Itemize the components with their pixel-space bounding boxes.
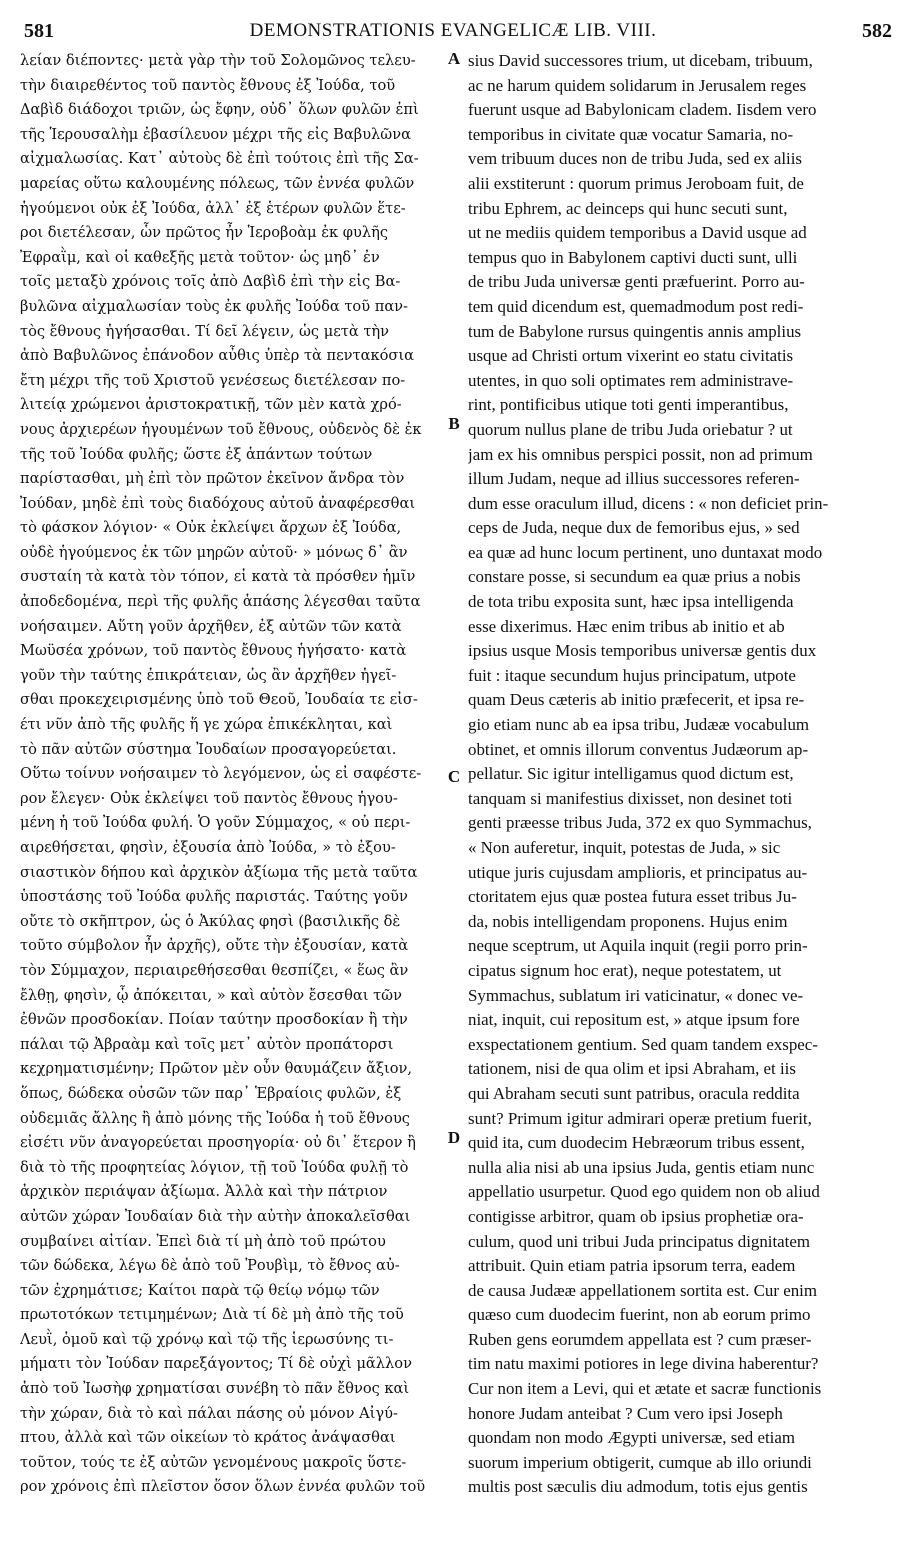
latin-text-line: tationem, nisi de qua olim et ipsi Abraham, et iis xyxy=(468,1059,796,1079)
page-number-right: 582 xyxy=(862,20,892,42)
latin-text-line: Symmachus, sublatum iri vaticinatur, « donec ve- xyxy=(468,985,804,1005)
greek-text-line: τῆς τοῦ Ἰούδα φυλῆς; ὥστε ἐξ ἁπάντων τούτων xyxy=(20,445,373,463)
latin-text-line: pellatur. Sic igitur intelligamus quod dictum est, xyxy=(468,764,794,784)
greek-text-line: Ἰούδαν, μηδὲ ἐπὶ τοὺς διαδόχους αὐτοῦ ἀναφέρεσθαι xyxy=(20,494,416,512)
latin-text-line: constare posse, si secundum ea quæ prius a nobis xyxy=(468,567,801,587)
latin-text-line: tribu Ephrem, ac deinceps qui hunc secuti sunt, xyxy=(468,198,788,218)
greek-text-column xyxy=(20,49,442,1500)
greek-text-line: αἰχμαλωσίας. Κατ᾽ αὐτοὺς δὲ ἐπὶ τούτοις ἐπὶ τῆς Σα- xyxy=(20,150,419,168)
latin-text-line: multis post sæculis diu admodum, totis ejus gentis xyxy=(468,1477,808,1497)
greek-text-line: οὔτε τὸ σκῆπτρον, ὡς ὁ Ἀκύλας φησὶ (βασιλικῆς δὲ xyxy=(20,912,401,930)
latin-text-line: attribuit. Quin etiam patria ipsorum terra, eadem xyxy=(468,1256,796,1276)
greek-text-line: τὴν διαιρεθέντος τοῦ παντὸς ἔθνους ἐξ Ἰούδα, τοῦ xyxy=(20,76,396,94)
latin-text-line: de tota tribu exposita sunt, hæc ipsa intelligenda xyxy=(468,592,794,612)
greek-text-line: τὸ φάσκον λόγιον· « Οὐκ ἐκλείψει ἄρχων ἐξ Ἰούδα, xyxy=(20,519,402,537)
greek-text-line: ὅπως, δώδεκα οὐσῶν τῶν παρ᾽ Ἑβραίοις φυλῶν, ἐξ xyxy=(20,1084,402,1102)
greek-text-line: τῶν δώδεκα, λέγω δὲ ἀπὸ τοῦ Ῥουβὶμ, τὸ ἔθνος αὐ- xyxy=(20,1257,400,1275)
latin-text-line: ac ne harum quidem solidarum in Jerusalem reges xyxy=(468,75,807,95)
latin-text-line: gio etiam nunc ab ea ipsa tribu, Judææ vocabulum xyxy=(468,715,810,735)
greek-text-line: βυλῶνα αἰχμαλωσίαν τοὺς ἐκ φυλῆς Ἰούδα τοῦ παν- xyxy=(20,297,408,315)
greek-text-line: ἔλθῃ, φησὶν, ᾧ ἀπόκειται, » καὶ αὐτὸν ἔσεσθαι τῶν xyxy=(20,986,402,1004)
latin-text-line: ipsius usque Mosis temporibus universæ gentis dux xyxy=(468,641,817,661)
latin-text-line: genti præesse tribus Juda, 372 ex quo Symmachus, xyxy=(468,813,812,833)
margin-marker-d: D xyxy=(447,1128,461,1147)
greek-text-line: τοῦτο σύμβολον ἦν ἀρχῆς), οὔτε τὴν ἐξουσίαν, κατὰ xyxy=(20,937,409,955)
greek-text-line: λείαν διέποντες· μετὰ γὰρ τὴν τοῦ Σολομῶνος τελευ- xyxy=(20,52,416,69)
latin-text-line: qui Abraham secuti sunt patribus, oracula reddita xyxy=(468,1083,800,1103)
greek-text-line: Δαβὶδ διάδοχοι τριῶν, ὡς ἔφην, οὐδ᾽ ὅλων φυλῶν ἐπὶ xyxy=(20,101,419,119)
greek-text-line: κεχρηματισμένην; Πρῶτον μὲν οὖν θαυμάζειν ἄξιον, xyxy=(20,1060,413,1078)
greek-text-line: πρωτοτόκων τετιμημένων; Διὰ τί δὲ μὴ ἀπὸ τῆς τοῦ xyxy=(20,1306,404,1324)
latin-text-line: quondam non modo Ægypti universæ, sed etiam xyxy=(468,1428,795,1448)
latin-text-line: fuit : itaque secundum hujus principatum, utpote xyxy=(468,665,796,685)
greek-text-line: εἰσέτι νῦν ἀναγορεύεται προσηγορία· οὐ δι᾽ ἕτερον ἢ xyxy=(20,1134,416,1152)
margin-marker-b: B xyxy=(448,414,460,433)
greek-text-line: τὸς ἔθνους ἡγήσασθαι. Τί δεῖ λέγειν, ὡς μετὰ τὴν xyxy=(20,322,390,340)
latin-text-line: tanquam si manifestius dixisset, non desinet toti xyxy=(468,788,793,808)
margin-marker-c: C xyxy=(447,767,461,786)
greek-text-line: ἡγούμενοι οὐκ ἐξ Ἰούδα, ἀλλ᾽ ἐξ ἑτέρων φυλῶν ἕτε- xyxy=(20,199,406,217)
latin-text-line: suorum imperium obtigerit, cumque ab illo oriundi xyxy=(468,1452,812,1472)
latin-text-line: tem quid dicendum est, quemadmodum post redi- xyxy=(468,296,804,316)
greek-text-line: οὐδεμιᾶς ἄλλης ἢ ἀπὸ μόνης τῆς Ἰούδα ἡ τοῦ ἔθνους xyxy=(20,1109,410,1127)
greek-text-line: νους ἀρχιερέων ἡγουμένων τοῦ ἔθνους, οὐδενὸς δὲ ἐκ xyxy=(20,420,422,438)
latin-text-line: utentes, in quo soli optimates rem administrave- xyxy=(468,370,794,390)
latin-text-line: quæso cum duodecim fuerint, non ab eorum primo xyxy=(468,1305,811,1325)
running-title: DEMONSTRATIONIS EVANGELICÆ LIB. VIII. xyxy=(249,20,657,41)
latin-text-line: vem tribuum duces non de tribu Juda, sed ex aliis xyxy=(468,149,802,169)
latin-text-line: esse dixerimus. Hæc enim tribus ab initio et ab xyxy=(468,616,785,636)
greek-text-line: ἀποδεδομένα, περὶ τῆς φυλῆς ἁπάσης λέγεσθαι ταῦτα xyxy=(20,593,421,611)
latin-text-line: appellatio usurpetur. Quod ego quidem non ob aliud xyxy=(468,1182,820,1202)
greek-text-line: ρον ἔλεγεν· Οὐκ ἐκλείψει τοῦ παντὸς ἔθνους ἡγου- xyxy=(20,789,398,807)
latin-text-line: culum, quod uni tribui Juda principatus dignitatem xyxy=(468,1231,810,1251)
latin-text-line: tempus quo in Babylonem captivi ducti sunt, ulli xyxy=(468,247,798,267)
greek-text-line: Λευῒ, ὁμοῦ καὶ τῷ χρόνῳ καὶ τῷ τῆς ἱερωσύνης τι- xyxy=(20,1330,394,1348)
greek-text-line: έτι νῦν ἀπὸ τῆς φυλῆς ἥ γε χώρα ἐπικέκληται, καὶ xyxy=(20,716,393,734)
greek-text-line: πάλαι τῷ Ἀβραὰμ καὶ τοῖς μετ᾽ αὐτὸν προπάτορσι xyxy=(20,1035,394,1053)
page-header xyxy=(0,0,906,46)
latin-text-line: utique juris cujusdam amplioris, et principatus au- xyxy=(468,862,808,882)
latin-text-line: de tribu Juda universæ genti præfuerint. Porro au- xyxy=(468,272,805,292)
greek-text-line: τὸν Σύμμαχον, περιαιρεθήσεσθαι θεσπίζει, « ἕως ἂν xyxy=(20,961,409,979)
latin-text-line: usque ad Christi ortum vixerint eo statu civitatis xyxy=(468,346,794,366)
greek-text-line: διὰ τὸ τῆς προφητείας λόγιον, τῇ τοῦ Ἰούδα φυλῇ τὸ xyxy=(20,1158,409,1176)
latin-text-line: niat, inquit, cui repositum est, » atque ipsum fore xyxy=(468,1010,800,1030)
latin-text-line: exspectationem gentium. Sed quam tandem exspec- xyxy=(468,1034,818,1054)
latin-text-line: ea quæ ad hunc locum pertinent, uno duntaxat modo xyxy=(468,542,823,562)
greek-text-line: μαρείας οὕτω καλουμένης πόλεως, τῶν ἐννέα φυλῶν xyxy=(20,174,415,192)
greek-text-line: ἔτη μέχρι τῆς τοῦ Χριστοῦ γενέσεως διετέλεσαν πο- xyxy=(20,371,406,389)
latin-text-line: ctoritatem ejus quæ postea futura esset tribus Ju- xyxy=(468,887,797,907)
greek-text-line: συσταίη τὰ κατὰ τὸν τόπον, εἰ κατὰ τὰ πρόσθεν ἡμῖν xyxy=(20,568,416,586)
margin-marker-a: A xyxy=(447,49,461,68)
greek-text-line: Ἐφραῒμ, καὶ οἱ καθεξῆς μετὰ τοῦτον· ὡς μηδ᾽ ἐν xyxy=(20,248,380,266)
greek-text-line: ροι διετέλεσαν, ὧν πρῶτος ἦν Ἱεροβοὰμ ἐκ φυλῆς xyxy=(20,224,389,242)
greek-text-line: παρίστασθαι, μὴ ἐπὶ τὸν πρῶτον ἐκεῖνον ἄνδρα τὸν xyxy=(20,470,405,488)
latin-text-line: quam Deus cæteris ab initio præfecerit, et ipsa re- xyxy=(468,690,805,710)
latin-text-line: nulla alia nisi ab una ipsius Juda, gentis etiam nunc xyxy=(468,1157,815,1177)
greek-text-line: μένη ἡ τοῦ Ἰούδα φυλή. Ὁ γοῦν Σύμμαχος, « οὐ περι- xyxy=(20,814,411,832)
greek-text-line: τῆς Ἱερουσαλὴμ ἐβασίλευον μέχρι τῆς εἰς Βαβυλῶνα xyxy=(20,125,411,143)
greek-text-line: οὐδὲ ἡγούμενος ἐκ τῶν μηρῶν αὐτοῦ· » μόνως δ᾽ ἂν xyxy=(20,543,408,561)
greek-text-line: τῶν ἐχρημάτισε; Καίτοι παρὰ τῷ θείῳ νόμῳ τῶν xyxy=(20,1281,380,1299)
greek-text-line: ἀπὸ τοῦ Ἰωσὴφ χρηματίσαι συνέβη τὸ πᾶν ἔθνος καὶ xyxy=(20,1380,410,1398)
latin-text-line: dum esse oraculum illud, dicens : « non deficiet prin- xyxy=(468,493,829,513)
latin-text-line: quid ita, cum duodecim Hebræorum tribus essent, xyxy=(468,1133,805,1153)
greek-text-line: σθαι προκεχειρισμένης ὑπὸ τοῦ Θεοῦ, Ἰουδαία τε εἰσ- xyxy=(20,691,418,709)
latin-text-line: sius David successores trium, ut dicebam, tribuum, xyxy=(468,51,813,70)
latin-text-line: de causa Judææ appellationem sortita est. Cur enim xyxy=(468,1280,817,1300)
greek-text-line: τοῖς μεταξὺ χρόνοις τοῖς ἀπὸ Δαβὶδ ἐπὶ τὴν εἰς Βα- xyxy=(20,273,401,291)
latin-text-line: neque sceptrum, ut Aquila inquit (regii porro prin- xyxy=(468,936,808,956)
latin-text-line: alii exstiterunt : quorum primus Jeroboam fuit, de xyxy=(468,173,804,193)
latin-text-line: quorum nullus plane de tribu Juda oriebatur ? ut xyxy=(468,419,793,439)
greek-text-line: Οὕτω τοίνυν νοήσαιμεν τὸ λεγόμενον, ὡς εἰ σαφέστε- xyxy=(20,765,422,783)
latin-text-line: tum de Babylone rursus quingentis annis amplius xyxy=(468,321,802,341)
latin-text-line: Cur non item a Levi, qui et ætate et sacræ functionis xyxy=(468,1379,822,1399)
latin-text-line: ut ne mediis quidem temporibus a David usque ad xyxy=(468,223,807,243)
latin-text-line: rint, pontificibus utique toti genti imperantibus, xyxy=(468,395,789,415)
latin-text-line: honore Judam anteibat ? Cum vero ipsi Joseph xyxy=(468,1403,783,1423)
latin-text-column xyxy=(468,49,892,1500)
greek-text-line: αὐτῶν χώραν Ἰουδαίαν διὰ τὴν αὐτὴν ἀποκαλεῖσθαι xyxy=(20,1207,411,1225)
latin-text-line: cipatus signum hoc erat), neque potestatem, ut xyxy=(468,960,782,980)
latin-text-line: « Non auferetur, inquit, potestas de Juda, » sic xyxy=(468,838,781,857)
greek-text-line: νοήσαιμεν. Αὕτη γοῦν ἀρχῆθεν, ἐξ αὐτῶν τῶν κατὰ xyxy=(20,617,402,635)
latin-text-line: fuerunt usque ad Babylonicam cladem. Iisdem vero xyxy=(468,100,817,120)
greek-text-line: πτου, ἀλλὰ καὶ τῶν οἰκείων τὸ κράτος ἀνάψασθαι xyxy=(20,1429,396,1447)
greek-text-line: γοῦν τὴν ταύτης ἐπικράτειαν, ὡς ἂν ἀρχῆθεν ἡγεῖ- xyxy=(20,666,397,684)
greek-text-line: ἀπὸ Βαβυλῶνος ἐπάνοδον αὖθις ὑπὲρ τὰ πεντακόσια xyxy=(20,347,414,365)
greek-text-line: σιαστικὸν δήπου καὶ ἀρχικὸν ἀξίωμα τῆς μετὰ ταῦτα xyxy=(20,863,418,881)
greek-text-line: ἀρχικὸν περιάψαν ἀξίωμα. Ἀλλὰ καὶ τὴν πάτριον xyxy=(20,1183,388,1201)
greek-text-line: λιτείᾳ χρώμενοι ἀριστοκρατικῇ, τῶν μὲν κατὰ χρό- xyxy=(20,396,402,414)
latin-text-line: contigisse arbitror, quam ob ipsius prophetiæ ora- xyxy=(468,1206,804,1226)
greek-text-line: αιρεθήσεται, φησὶν, ἐξουσία ἀπὸ Ἰούδα, » τὸ ἐξου- xyxy=(20,839,396,856)
greek-text-line: ρον χρόνοις ἐπὶ πλεῖστον ὅσον ὅλων ἐννέα φυλῶν τοῦ xyxy=(20,1478,426,1496)
greek-text-line: ὑποστάσης τοῦ Ἰούδα φυλῆς παριστάς. Ταύτης γοῦν xyxy=(20,888,408,906)
latin-text-line: jam ex his omnibus perspici possit, non ad primum xyxy=(468,444,813,464)
latin-text-line: Ruben gens eorumdem appellata est ? cum præser- xyxy=(468,1329,812,1349)
greek-text-line: συμβαίνει αἰτίαν. Ἐπεὶ διὰ τί μὴ ἀπὸ τοῦ πρώτου xyxy=(20,1232,386,1250)
greek-text-line: μήματι τὸν Ἰούδαν παρεξάγοντος; Τί δὲ οὐχὶ μᾶλλον xyxy=(20,1355,412,1373)
latin-text-line: da, nobis intelligendam proponens. Hujus enim xyxy=(468,911,788,931)
greek-text-line: ἐθνῶν προσδοκίαν. Ποίαν ταύτην προσδοκίαν ἢ τὴν xyxy=(20,1011,408,1029)
latin-text-line: temporibus in civitate quæ vocatur Samaria, no- xyxy=(468,124,794,144)
page-number-left: 581 xyxy=(24,20,54,42)
latin-text-line: ceps de Juda, neque dux de femoribus ejus, » sed xyxy=(468,518,800,538)
greek-text-line: Μωϋσέα χρόνων, τοῦ παντὸς ἔθνους ἡγήσατο· κατὰ xyxy=(20,642,407,660)
latin-text-line: obtinet, et omnis illorum conventus Judæorum ap- xyxy=(468,739,809,759)
greek-text-line: τοῦτον, τούς τε ἐξ αὐτῶν γενομένους μακροῖς ὕστε- xyxy=(20,1453,407,1471)
latin-text-line: illum Judam, neque ad illius successores referen- xyxy=(468,469,800,489)
latin-text-line: sunt? Primum igitur admirari operæ pretium fuerit, xyxy=(468,1108,812,1128)
greek-text-line: τὸ πᾶν αὐτῶν σύστημα Ἰουδαίων προσαγορεύεται. xyxy=(20,740,397,758)
greek-text-line: τὴν χώραν, διὰ τὸ καὶ πάλαι πάσης οὐ μόνον Αἰγύ- xyxy=(20,1404,398,1422)
latin-text-line: tim natu maximi potiores in lege divina haberentur? xyxy=(468,1354,819,1374)
